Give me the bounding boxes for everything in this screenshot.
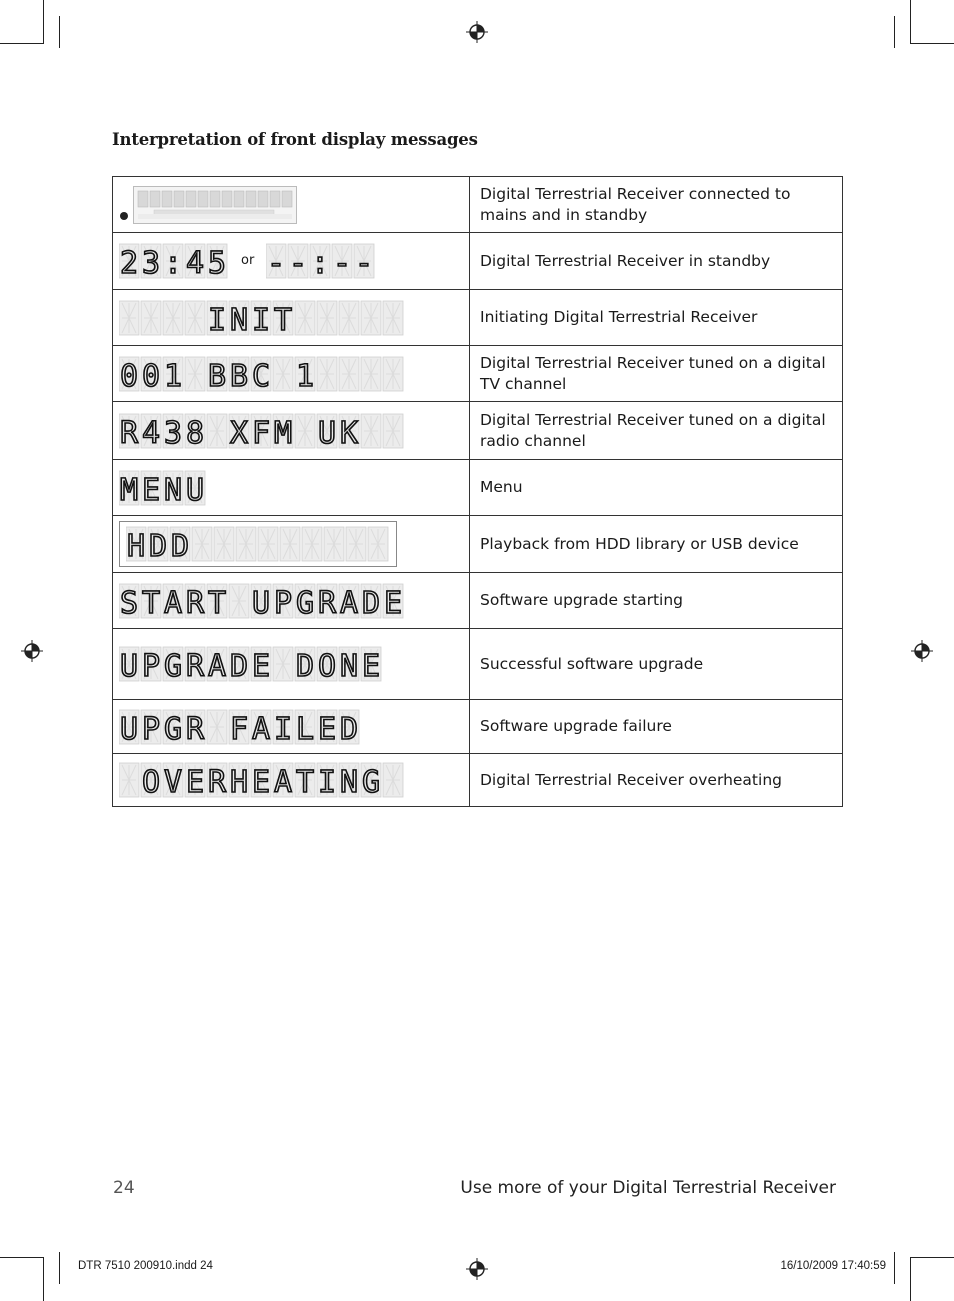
lcd-char: A: [339, 585, 359, 620]
description-cell: Playback from HDD library or USB device: [470, 516, 843, 573]
description-cell: Digital Terrestrial Receiver overheating: [470, 754, 843, 807]
lcd-segment: [210, 712, 224, 742]
or-label: or: [241, 253, 255, 268]
lcd-segment: [232, 586, 246, 616]
lcd-char: R: [185, 711, 205, 746]
lcd-char: E: [251, 765, 271, 799]
lcd-char: 4: [185, 246, 205, 280]
lcd-char: P: [273, 585, 293, 620]
lcd-segment: [188, 359, 202, 389]
lcd-segment: [261, 529, 275, 559]
table-row: [113, 290, 843, 346]
table-row: [113, 754, 843, 807]
lcd-char: D: [229, 649, 249, 683]
table-row: [113, 177, 843, 233]
lcd-char: -: [355, 246, 374, 280]
lcd-segment: [320, 303, 334, 333]
display-cell: [113, 573, 470, 629]
lcd-char: K: [339, 415, 359, 450]
lcd-segment: [386, 303, 400, 333]
lcd-char: U: [119, 649, 139, 683]
crop-mark: [59, 1252, 60, 1284]
lcd-char: 3: [163, 415, 183, 450]
lcd-segment: [386, 359, 400, 389]
lcd-text: [266, 242, 376, 280]
table-row: [113, 700, 843, 754]
lcd-segment: [298, 303, 312, 333]
lcd-text: [126, 525, 390, 563]
table-row: [113, 573, 843, 629]
lcd-char: D: [361, 585, 381, 620]
lcd-char: 1: [163, 358, 183, 393]
lcd-char: P: [141, 649, 161, 683]
page-number: 24: [113, 1178, 135, 1198]
description-cell: Successful software upgrade: [470, 629, 843, 700]
crop-mark: [910, 1257, 954, 1258]
lcd-segment: [349, 529, 363, 559]
lcd-segment: [122, 765, 136, 795]
lcd-text: [119, 355, 405, 393]
lcd-char: I: [251, 302, 271, 337]
lcd-char: N: [229, 302, 249, 337]
lcd-char: U: [185, 472, 205, 507]
description-cell: Digital Terrestrial Receiver tuned on a digital TV channel: [470, 346, 843, 402]
display-cell: [113, 346, 470, 402]
lcd-char: -: [267, 246, 286, 280]
table-row: [113, 346, 843, 402]
lcd-char: G: [163, 711, 183, 746]
crop-mark: [43, 0, 44, 44]
lcd-char: U: [119, 711, 139, 746]
lcd-segment: [217, 529, 231, 559]
lcd-char: M: [119, 472, 139, 507]
display-cell: [113, 516, 470, 573]
description-cell: Software upgrade failure: [470, 700, 843, 754]
registration-mark-icon: [466, 1258, 488, 1280]
lcd-char: S: [119, 585, 139, 620]
lcd-char: U: [317, 415, 337, 450]
lcd-char: F: [229, 711, 249, 746]
lcd-char: :: [163, 246, 183, 280]
lcd-text: [119, 645, 383, 683]
table-row: [113, 629, 843, 700]
lcd-char: E: [185, 765, 205, 799]
lcd-char: 8: [185, 415, 205, 450]
lcd-segment: [386, 765, 400, 795]
lcd-text: [119, 299, 405, 337]
lcd-segment: [276, 359, 290, 389]
table-row: [113, 233, 843, 290]
lcd-char: V: [163, 765, 183, 799]
lcd-char: G: [361, 765, 381, 799]
description-cell: Digital Terrestrial Receiver connected to mains and in standby: [470, 177, 843, 233]
display-messages-table: [112, 176, 843, 807]
lcd-char: :: [311, 246, 330, 280]
date-slug: 16/10/2009 17:40:59: [780, 1260, 886, 1272]
lcd-text: [119, 242, 229, 280]
lcd-segment: [298, 416, 312, 446]
front-panel-blank-icon: [133, 186, 297, 224]
lcd-char: L: [295, 711, 315, 746]
description-cell: Digital Terrestrial Receiver in standby: [470, 233, 843, 290]
crop-mark: [894, 1252, 895, 1284]
lcd-char: X: [229, 415, 249, 450]
lcd-segment: [144, 303, 158, 333]
display-cell: [113, 700, 470, 754]
description-cell: Initiating Digital Terrestrial Receiver: [470, 290, 843, 346]
crop-mark: [910, 43, 954, 44]
registration-mark-icon: [21, 640, 43, 662]
lcd-char: R: [119, 415, 139, 450]
registration-mark-icon: [466, 21, 488, 43]
lcd-char: T: [207, 585, 227, 620]
lcd-char: O: [317, 649, 337, 683]
lcd-frame: [119, 521, 397, 567]
lcd-char: T: [295, 765, 315, 799]
lcd-segment: [188, 303, 202, 333]
lcd-char: B: [207, 358, 227, 393]
lcd-char: N: [163, 472, 183, 507]
lcd-segment: [305, 529, 319, 559]
page-heading: Interpretation of front display messages: [112, 130, 478, 149]
lcd-char: R: [185, 649, 205, 683]
lcd-segment: [342, 359, 356, 389]
lcd-char: 0: [119, 358, 139, 393]
lcd-char: I: [273, 711, 293, 746]
lcd-char: R: [317, 585, 337, 620]
lcd-char: T: [141, 585, 161, 620]
lcd-text: [119, 708, 361, 746]
lcd-char: -: [289, 246, 308, 280]
lcd-segment: [210, 416, 224, 446]
display-cell: [113, 402, 470, 460]
lcd-char: R: [207, 765, 227, 799]
display-cell: [113, 177, 470, 233]
registration-mark-icon: [911, 640, 933, 662]
description-cell: Digital Terrestrial Receiver tuned on a digital radio channel: [470, 402, 843, 460]
lcd-char: M: [273, 415, 293, 450]
lcd-char: 1: [295, 358, 315, 393]
lcd-char: -: [333, 246, 352, 280]
lcd-char: E: [141, 472, 161, 507]
lcd-char: B: [229, 358, 249, 393]
lcd-char: U: [251, 585, 271, 620]
footer-title: Use more of your Digital Terrestrial Receiver: [460, 1178, 836, 1198]
lcd-segment: [327, 529, 341, 559]
lcd-char: I: [207, 302, 227, 337]
crop-mark: [910, 1257, 911, 1301]
lcd-char: R: [185, 585, 205, 620]
description-cell: Software upgrade starting: [470, 573, 843, 629]
lcd-segment: [195, 529, 209, 559]
lcd-char: D: [148, 529, 168, 563]
lcd-char: A: [273, 765, 293, 799]
lcd-segment: [371, 529, 385, 559]
lcd-char: D: [295, 649, 315, 683]
lcd-char: 5: [207, 246, 227, 280]
lcd-char: G: [295, 585, 315, 620]
lcd-char: D: [339, 711, 359, 746]
lcd-text: [119, 761, 405, 799]
lcd-char: I: [317, 765, 337, 799]
lcd-segment: [239, 529, 253, 559]
display-cell: [113, 233, 470, 290]
lcd-segment: [320, 359, 334, 389]
lcd-char: E: [251, 649, 271, 683]
lcd-text: [119, 469, 207, 507]
lcd-segment: [386, 416, 400, 446]
lcd-segment: [166, 303, 180, 333]
lcd-char: C: [251, 358, 271, 393]
table-row: [113, 402, 843, 460]
lcd-char: 3: [141, 246, 161, 280]
crop-mark: [910, 0, 911, 44]
lcd-char: A: [251, 711, 271, 746]
lcd-char: E: [383, 585, 403, 620]
segment-grid-icon: [134, 187, 296, 223]
lcd-segment: [364, 416, 378, 446]
lcd-char: D: [170, 529, 190, 563]
crop-mark: [894, 16, 895, 48]
lcd-text: [119, 412, 405, 450]
lcd-char: H: [126, 529, 146, 563]
lcd-char: 2: [119, 246, 139, 280]
lcd-segment: [364, 303, 378, 333]
lcd-segment: [276, 649, 290, 679]
crop-mark: [43, 1257, 44, 1301]
lcd-char: E: [317, 711, 337, 746]
table-row: [113, 516, 843, 573]
display-cell: [113, 629, 470, 700]
lcd-char: 4: [141, 415, 161, 450]
lcd-char: F: [251, 415, 271, 450]
lcd-char: A: [207, 649, 227, 683]
lcd-char: T: [273, 302, 293, 337]
lcd-text: [119, 582, 405, 620]
crop-mark: [0, 43, 44, 44]
lcd-segment: [122, 303, 136, 333]
lcd-char: O: [141, 765, 161, 799]
standby-led-icon: [119, 211, 129, 221]
file-slug: DTR 7510 200910.indd 24: [78, 1260, 213, 1272]
description-cell: Menu: [470, 460, 843, 516]
lcd-char: P: [141, 711, 161, 746]
lcd-char: N: [339, 649, 359, 683]
lcd-char: 0: [141, 358, 161, 393]
lcd-char: N: [339, 765, 359, 799]
lcd-segment: [342, 303, 356, 333]
lcd-char: G: [163, 649, 183, 683]
display-cell: [113, 290, 470, 346]
lcd-char: A: [163, 585, 183, 620]
lcd-segment: [364, 359, 378, 389]
crop-mark: [0, 1257, 44, 1258]
table-row: [113, 460, 843, 516]
display-cell: [113, 754, 470, 807]
lcd-char: H: [229, 765, 249, 799]
lcd-segment: [283, 529, 297, 559]
lcd-char: E: [361, 649, 381, 683]
display-cell: [113, 460, 470, 516]
crop-mark: [59, 16, 60, 48]
